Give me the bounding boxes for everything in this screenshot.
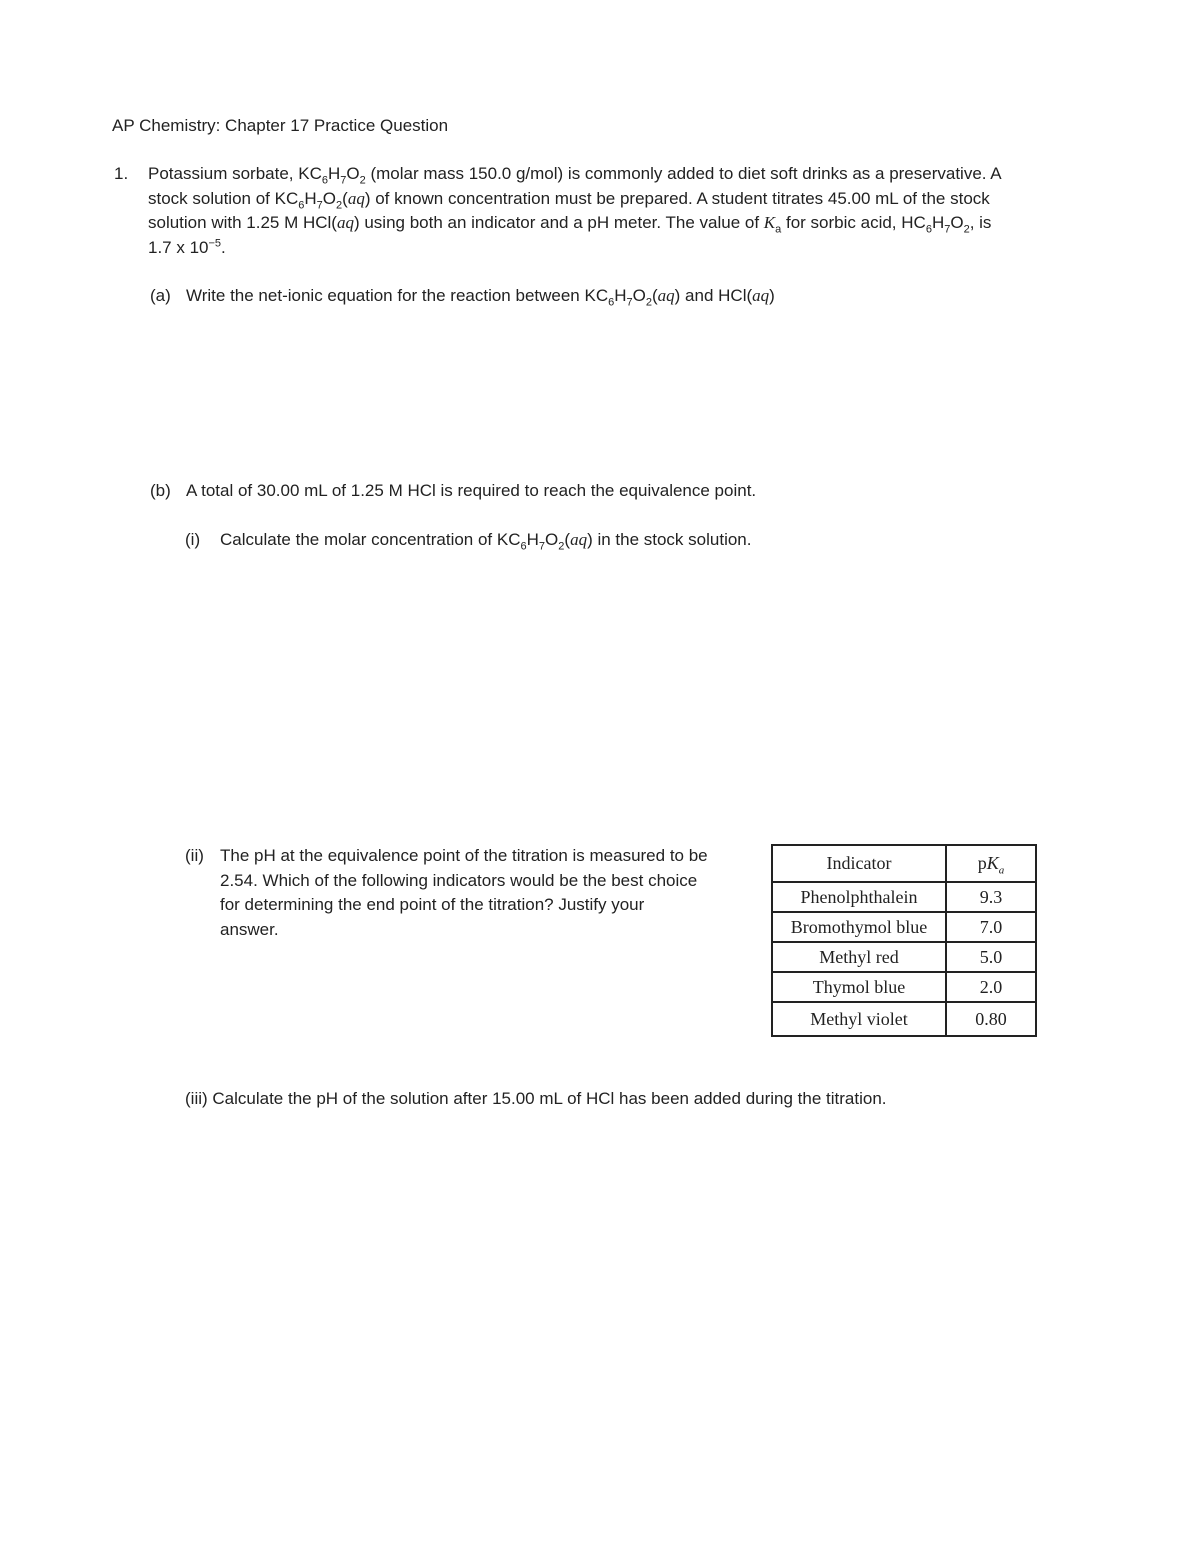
question-stem-line-4 — [148, 236, 226, 260]
part-b-label: (b) — [150, 481, 171, 500]
formula-subscript: 2 — [645, 296, 652, 309]
formula-subscript: 2 — [558, 540, 565, 553]
state-symbol: aq — [657, 286, 675, 305]
page-title: AP Chemistry: Chapter 17 Practice Question — [112, 116, 449, 135]
formula-subscript: 6 — [520, 540, 527, 553]
table-row — [772, 882, 1036, 912]
paren: ( — [342, 189, 348, 208]
indicator-pka: 5.0 — [946, 942, 1036, 972]
header-indicator: Indicator — [772, 845, 946, 882]
formula-subscript: 7 — [316, 199, 323, 212]
part-b-ii-label: (ii) — [185, 846, 204, 865]
formula-subscript: 2 — [336, 199, 343, 212]
stem-text: . — [221, 238, 226, 257]
stem-text: stock solution of KC — [148, 189, 299, 208]
indicator-name: Phenolphthalein — [772, 882, 946, 912]
stem-text: for sorbic acid, HC — [781, 213, 926, 232]
stem-text: , is — [969, 213, 992, 232]
formula-part: O — [346, 164, 360, 183]
ka-subscript: a — [775, 223, 782, 236]
formula-subscript: 6 — [608, 296, 615, 309]
state-symbol: aq — [347, 189, 365, 208]
paren: ( — [564, 530, 571, 549]
ka-symbol: K — [763, 213, 776, 232]
state-symbol: aq — [752, 286, 770, 305]
indicator-table — [771, 844, 1037, 1037]
formula-subscript: 7 — [340, 174, 347, 187]
indicator-name: Thymol blue — [772, 972, 946, 1002]
part-text: Write the net-ionic equation for the reaction between KC — [186, 286, 609, 305]
stem-text: (molar mass 150.0 g/mol) is commonly added to diet soft drinks as a preservative. A — [365, 164, 1002, 183]
paren: ( — [652, 286, 658, 305]
part-b-ii-line-2: 2.54. Which of the following indicators would be the best choice — [220, 871, 698, 890]
part-text: ) — [769, 286, 775, 305]
question-stem-line-3 — [148, 211, 991, 235]
part-b-text: A total of 30.00 mL of 1.25 M HCl is required to reach the equivalence point. — [186, 481, 757, 500]
part-b-ii-line-3: for determining the end point of the titration? Justify your — [220, 895, 645, 914]
header-pka-k: K — [986, 853, 999, 873]
header-pka-p: p — [977, 853, 987, 873]
formula-subscript: 7 — [626, 296, 633, 309]
state-symbol: aq — [336, 213, 354, 232]
stem-text: Potassium sorbate, KC — [148, 164, 322, 183]
table-row — [772, 1002, 1036, 1036]
header-pka — [946, 845, 1036, 882]
part-text: Calculate the molar concentration of KC — [220, 530, 521, 549]
table-row — [772, 972, 1036, 1002]
formula-subscript: 7 — [538, 540, 546, 553]
part-b-ii-line-4: answer. — [220, 920, 279, 939]
ka-value-exponent: −5 — [208, 237, 222, 250]
formula-part: H — [931, 213, 945, 232]
indicator-name: Bromothymol blue — [772, 912, 946, 942]
formula-subscript: 6 — [298, 199, 305, 212]
formula-part: H — [526, 530, 539, 549]
formula-part: O — [322, 189, 337, 208]
table-row — [772, 912, 1036, 942]
stem-text: ) using both an indicator and a pH meter. The value of — [353, 213, 764, 232]
indicator-pka: 0.80 — [946, 1002, 1036, 1036]
question-number: 1. — [114, 164, 129, 183]
ka-value-base: 1.7 x 10 — [148, 238, 209, 257]
formula-subscript: 6 — [321, 174, 328, 187]
part-text: ) and HCl( — [674, 286, 753, 305]
formula-part: H — [304, 189, 317, 208]
question-stem-line-2 — [148, 187, 990, 211]
formula-subscript: 2 — [963, 223, 970, 236]
indicator-pka: 7.0 — [946, 912, 1036, 942]
stem-text: of known concentration must be prepared. A student titrates 45.00 mL of the stock — [370, 189, 990, 208]
part-b-i-text — [220, 528, 751, 552]
indicator-name: Methyl violet — [772, 1002, 946, 1036]
part-a-text — [186, 284, 775, 308]
formula-part: O — [950, 213, 964, 232]
part-text: ) in the stock solution. — [587, 530, 752, 549]
state-symbol: aq — [570, 530, 588, 549]
part-b-iii-text: (iii) Calculate the pH of the solution after 15.00 mL of HCl has been added during the titration. — [185, 1089, 887, 1108]
stem-text: solution with 1.25 M HCl( — [148, 213, 337, 232]
part-a-label: (a) — [150, 286, 171, 305]
indicator-pka: 2.0 — [946, 972, 1036, 1002]
formula-part: H — [327, 164, 341, 183]
table-row — [772, 942, 1036, 972]
formula-subscript: 2 — [359, 174, 366, 187]
formula-subscript: 6 — [925, 223, 932, 236]
question-stem-line-1 — [148, 162, 1002, 186]
indicator-pka: 9.3 — [946, 882, 1036, 912]
formula-part: H — [614, 286, 627, 305]
paren: ) — [364, 189, 371, 208]
part-b-i-label: (i) — [185, 530, 201, 549]
formula-subscript: 7 — [944, 223, 951, 236]
header-pka-sub: a — [998, 864, 1005, 877]
formula-part: O — [545, 530, 559, 549]
indicator-name: Methyl red — [772, 942, 946, 972]
table-header-row — [772, 845, 1036, 882]
formula-part: O — [632, 286, 646, 305]
part-b-ii-line-1: The pH at the equivalence point of the titration is measured to be — [220, 846, 708, 865]
